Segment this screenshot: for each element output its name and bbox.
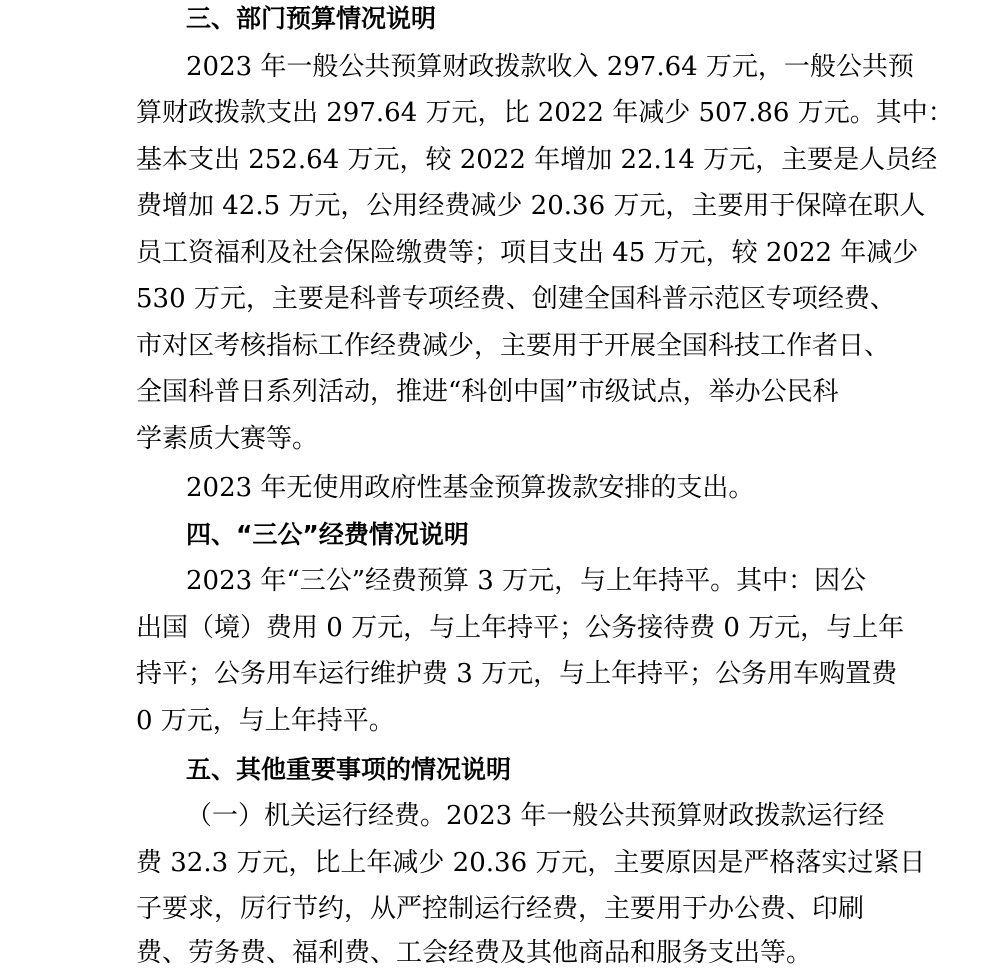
- section-3-paragraph-line: 530 万元，主要是科普专项经费、创建全国科普示范区专项经费、: [136, 284, 896, 314]
- section-3-heading: 三、部门预算情况说明: [186, 4, 437, 33]
- section-5-paragraph-line: 费 32.3 万元，比上年减少 20.36 万元，主要原因是严格落实过紧日: [136, 848, 926, 878]
- section-5-paragraph-line: 子要求，厉行节约，从严控制运行经费，主要用于办公费、印刷: [136, 894, 865, 924]
- section-3-paragraph-line: 员工资福利及社会保险缴费等；项目支出 45 万元，较 2022 年减少: [136, 238, 919, 268]
- section-4-paragraph-line: 2023 年“三公”经费预算 3 万元，与上年持平。其中：因公: [186, 566, 867, 596]
- section-3-paragraph-line: 基本支出 252.64 万元，较 2022 年增加 22.14 万元，主要是人员经: [136, 145, 938, 175]
- section-4-paragraph-line: 出国（境）费用 0 万元，与上年持平；公务接待费 0 万元，与上年: [136, 613, 905, 643]
- section-3-paragraph-line: 2023 年一般公共预算财政拨款收入 297.64 万元，一般公共预: [186, 52, 914, 82]
- section-4-paragraph-line: 持平；公务用车运行维护费 3 万元，与上年持平；公务用车购置费: [136, 659, 898, 689]
- section-3-fund-note: 2023 年无使用政府性基金预算拨款安排的支出。: [186, 473, 755, 503]
- section-3-paragraph-line: 学素质大赛等。: [136, 424, 319, 454]
- section-4-paragraph-line: 0 万元，与上年持平。: [136, 706, 395, 736]
- section-5-paragraph-line: （一）机关运行经费。2023 年一般公共预算财政拨款运行经: [186, 801, 885, 831]
- section-5-heading: 五、其他重要事项的情况说明: [186, 755, 512, 784]
- section-3-paragraph-line: 费增加 42.5 万元，公用经费减少 20.36 万元，主要用于保障在职人: [136, 191, 926, 221]
- section-5-paragraph-line: 费、劳务费、福利费、工会经费及其他商品和服务支出等。: [136, 938, 813, 968]
- section-4-heading: 四、“三公”经费情况说明: [186, 520, 469, 549]
- section-3-paragraph-line: 全国科普日系列活动，推进“科创中国”市级试点，举办公民科: [136, 377, 839, 407]
- section-3-paragraph-line: 市对区考核指标工作经费减少，主要用于开展全国科技工作者日、: [136, 331, 891, 361]
- section-3-paragraph-line: 算财政拨款支出 297.64 万元，比 2022 年减少 507.86 万元。其中：: [136, 98, 954, 128]
